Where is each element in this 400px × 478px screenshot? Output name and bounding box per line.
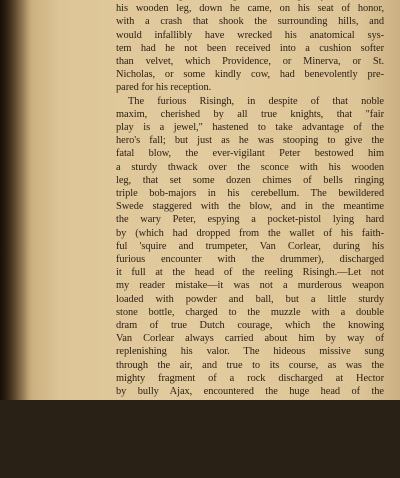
text-line: pared for his reception.: [116, 82, 212, 94]
text-line: by (which had dropped from the wallet of his faith-: [116, 227, 384, 239]
text-line: The furious Risingh, in despite of that noble: [128, 95, 384, 107]
paragraph: [116, 95, 384, 412]
text-line: frame, and he tumbled to the earth with such tre-: [116, 465, 384, 477]
text-line: would infallibly have wrecked his anatomical sys-: [116, 29, 384, 41]
text-line: mighty fragment of a rock discharged at Hector: [116, 372, 384, 384]
text-line: triple bob-majors in his cerebellum. The bewildered: [116, 188, 384, 200]
text-line: his wooden leg, down he came, on his seat of honor,: [116, 3, 384, 15]
text-line: play is a jewel," hastened to take advantage of the: [116, 122, 384, 134]
page-gutter-shadow: [0, 0, 32, 400]
page-text: [116, 0, 384, 478]
text-line: hero's fall; but just as he was stooping to give the: [116, 135, 384, 147]
text-line: gigantic Swede with matchless violence.: [116, 399, 283, 411]
text-line: Van Corlear always carried about him by way of: [116, 333, 384, 345]
text-line: maxim, cherished by all true knights, that "fair: [116, 108, 384, 120]
text-line: dram of true Dutch courage, which the knowing: [116, 320, 384, 332]
text-line: Swede staggered with the blow, and in the meantime: [116, 201, 384, 213]
paragraph: [116, 0, 384, 95]
text-line: through the air, and true to its course, as was the: [116, 359, 384, 371]
text-line: ful 'squire and trumpeter, Van Corlear, during his: [116, 240, 384, 252]
text-line: battle. The ponderous pericranium of General Jan: [116, 425, 384, 437]
paragraph: [116, 412, 384, 478]
text-line: Risingh sunk upon his breast; his knees tottered: [116, 438, 384, 450]
text-line: a sturdy thwack over the sconce with his wooden: [116, 161, 384, 173]
text-line: under him; a deathlike torpor seized upon his giant: [116, 452, 384, 464]
text-line: fatal blow, the ever-vigilant Peter bestowed him: [116, 148, 384, 160]
text-line: tem had he not been received into a cushion softer: [116, 42, 384, 54]
text-line: with a crash that shook the surrounding hills, and: [116, 16, 384, 28]
text-line: Nicholas, or some kindly cow, had benevolently pre-: [116, 69, 384, 81]
text-line: my reader mistake—it was not a murderous weapon: [116, 280, 384, 292]
text-line: loaded with powder and ball, but a little sturdy: [116, 293, 384, 305]
text-line: stone bottle, charged to the muzzle with a double: [116, 306, 384, 318]
text-line: than velvet, which Providence, or Minerva, or St.: [116, 56, 384, 68]
text-line: furious encounter with the drummer), discharged: [116, 254, 384, 266]
text-line: replenishing his valor. The hideous missive sung: [116, 346, 384, 358]
text-line: This heaven-directed blow decided the eventful: [128, 412, 384, 424]
text-line: it full at the head of the reeling Risingh.—Let not: [116, 267, 384, 279]
text-line: leg, that set some dozen chimes of bells ringing: [116, 174, 384, 186]
text-line: the wary Peter, espying a pocket-pistol lying hard: [116, 214, 384, 226]
text-line: by bully Ajax, encountered the huge head of the: [116, 386, 384, 398]
